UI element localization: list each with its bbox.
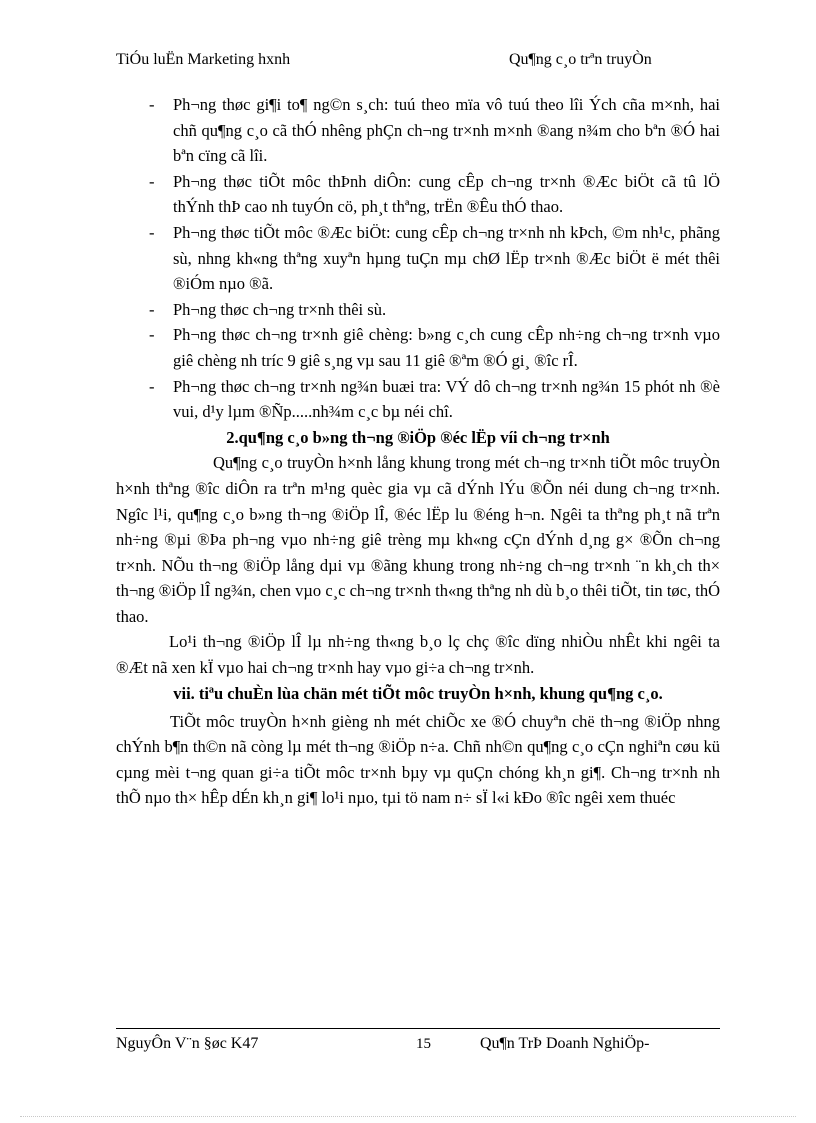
- footer-divider: [116, 1028, 720, 1029]
- page-edge-divider: [20, 1116, 796, 1117]
- section-2-heading: 2.qu¶ng c¸o b»ng th¬ng ®iÖp ®éc lËp víi ch¬ng tr×nh: [226, 427, 610, 447]
- page-body: [116, 92, 720, 811]
- list-item: - Ph¬ng thøc ch¬ng tr×nh thêi sù.: [116, 297, 720, 323]
- header-right-title: Qu¶ng c¸o trªn truyÒn: [509, 51, 652, 68]
- footer-author: NguyÔn V¨n §øc K47: [116, 1035, 259, 1052]
- page-header: [116, 48, 716, 96]
- list-item: - Ph¬ng thøc ch¬ng tr×nh ng¾n buæi tra: VÝ dô ch¬ng tr×nh ng¾n 15 phót nh ®è vui, d¹y lµm ®Ñp.....nh¾m c¸c bµ néi chî.: [116, 374, 720, 425]
- page-number: 15: [416, 1036, 431, 1052]
- header-left-title: TiÓu luËn Marketing hxnh: [116, 51, 291, 68]
- section-7-paragraph: TiÕt môc truyÒn h×nh gièng nh mét chiÕc xe ®Ó chuyªn chë th¬ng ®iÖp nhng chÝnh b¶n th©n nã còng lµ mét th¬ng ®iÖp n÷a. Chñ nh©n qu¶ng c¸o cÇn nghiªn cøu kü cµng mèi t¬ng quan gi÷a tiÕt môc tr×nh bµy vµ quÇn chóng kh¸n gi¶. Ch¬ng tr×nh nh thÕ nµo th× hÊp dÉn kh¸n gi¶ lo¹i nµo, tµi tö nam n÷ sÏ l«i kÐo ®îc ngêi xem thuéc: [116, 711, 720, 808]
- method-list: [116, 92, 720, 425]
- section-2-paragraph-1: Qu¶ng c¸o truyÒn h×nh lång khung trong mét ch¬ng tr×nh tiÕt môc truyÒn h×nh thªng ®îc diÔn ra trªn m¹ng quèc gia vµ cã dÝnh lÝu ®Õn néi dung ch¬ng tr×nh. Ngîc l¹i, qu¶ng c¸o b»ng th¬ng ®iÖp lÎ, ®éc lËp lu ®éng h¬n. Ngêi ta thªng ph¸t nã trªn nh÷ng ®µi ®Þa ph¬ng vµo nh÷ng giê trèng mµ kh«ng cÇn dÝnh d¸ng g× ®Õn ch¬ng tr×nh. NÕu th¬ng ®iÖp lång dµi vµ ®ãng khung trong nh÷ng ch¬ng tr×nh ¨n kh¸ch th× th¬ng ®iÖp lÎ ng¾n, chen vµo c¸c ch¬ng tr×nh th«ng thªng nh dù b¸o thêi tiÕt, tin tøc, thÓ thao.: [116, 453, 720, 626]
- section-7-heading: vii. tiªu chuÈn lùa chän mét tiÕt môc truyÒn h×nh, khung qu¶ng c¸o.: [173, 683, 663, 703]
- footer-department: Qu¶n TrÞ Doanh NghiÖp-: [480, 1035, 650, 1052]
- list-item: - Ph¬ng thøc gi¶i to¶ ng©n s¸ch: tuú theo mïa vô tuú theo lîi Ých cña m×nh, hai chñ qu¶ng c¸o cã thÓ nhêng phÇn ch¬ng tr×nh m×nh ®ang n¾m cho bªn ®Ó hai bªn cïng cã lîi.: [116, 92, 720, 169]
- page-footer: [116, 1032, 720, 1080]
- list-item: - Ph¬ng thøc tiÕt môc ®Æc biÖt: cung cÊp ch¬ng tr×nh nh kÞch, ©m nh¹c, phãng sù, nhng kh«ng thªng xuyªn hµng tuÇn mµ chØ lËp tr×nh ®Æc biÖt ë mét thêi ®iÓm nµo ®ã.: [116, 220, 720, 297]
- list-item: - Ph¬ng thøc ch¬ng tr×nh giê chèng: b»ng c¸ch cung cÊp nh÷ng ch¬ng tr×nh vµo giê chèng nh tríc 9 giê s¸ng vµ sau 11 giê ®ªm ®Ó gi¸ ®îc rÎ.: [116, 322, 720, 373]
- section-2-paragraph-2: Lo¹i th¬ng ®iÖp lÎ lµ nh÷ng th«ng b¸o lç chç ®îc dïng nhiÒu nhÊt khi ngêi ta ®Æt nã xen kÏ vµo hai ch¬ng tr×nh hay vµo gi÷a ch¬ng tr×nh.: [116, 632, 720, 678]
- list-item: - Ph¬ng thøc tiÕt môc thÞnh diÔn: cung cÊp ch¬ng tr×nh ®Æc biÖt cã tû lÖ thÝnh thÞ cao nh tuyÓn cö, ph¸t thªng, trËn ®Êu thÓ thao.: [116, 169, 720, 220]
